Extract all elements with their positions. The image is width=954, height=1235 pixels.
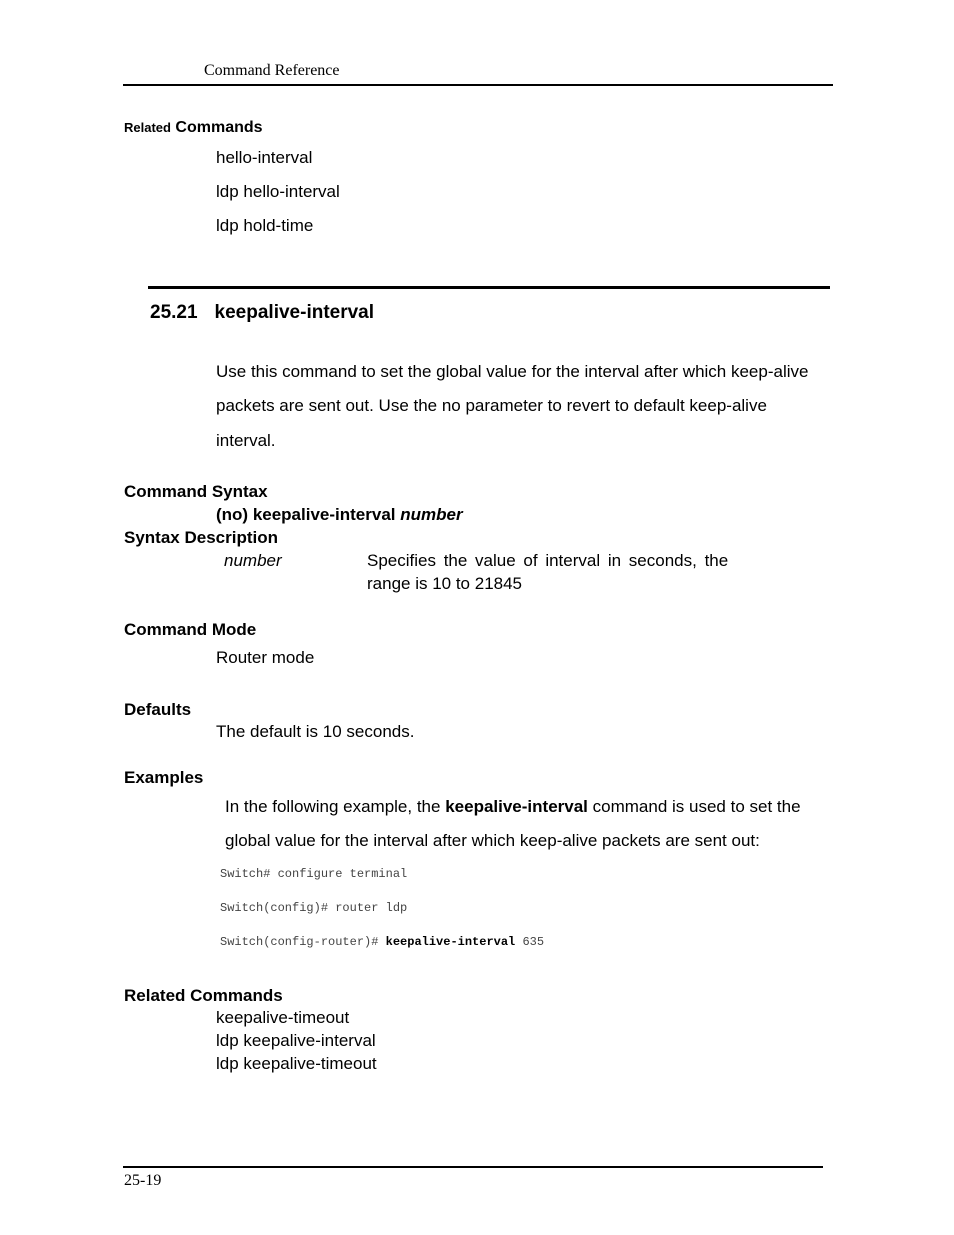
defaults-value: The default is 10 seconds. xyxy=(216,722,415,741)
related-commands-bottom-heading: Related Commands xyxy=(124,986,283,1005)
parameter-description-line: range is 10 to 21845 xyxy=(367,574,523,593)
description-line: Use this command to set the global value for the interval after which keep-alive xyxy=(216,362,809,381)
header-rule xyxy=(123,84,833,86)
description-line: packets are sent out. Use the no parameter to revert to default keep-alive xyxy=(216,396,767,415)
related-command-item: ldp hold-time xyxy=(216,216,314,235)
syntax-parameter: number xyxy=(400,505,463,524)
code-line: Switch(config-router)# keepalive-interval 635 xyxy=(220,935,545,949)
code-line: Switch# configure terminal xyxy=(220,867,408,881)
section-rule xyxy=(148,286,830,289)
command-mode-heading: Command Mode xyxy=(124,620,257,639)
related-command-item: hello-interval xyxy=(216,148,313,167)
related-commands-top-heading: Related Commands xyxy=(124,119,263,136)
example-description-line: In the following example, the keepalive-interval command is used to set the xyxy=(225,797,801,816)
code-line: Switch(config)# router ldp xyxy=(220,901,408,915)
parameter-name: number xyxy=(224,551,282,570)
footer-rule xyxy=(123,1166,823,1168)
description-line: interval. xyxy=(216,431,276,450)
command-mode-value: Router mode xyxy=(216,648,315,667)
examples-heading: Examples xyxy=(124,768,204,787)
related-command-item: ldp keepalive-interval xyxy=(216,1031,376,1050)
parameter-description-line: Specifies the value of interval in seconds, the xyxy=(367,551,729,570)
section-name: keepalive-interval xyxy=(214,302,375,323)
related-command-item: keepalive-timeout xyxy=(216,1008,350,1027)
command-syntax: (no) keepalive-interval number xyxy=(216,505,463,524)
syntax-description-heading: Syntax Description xyxy=(124,528,278,547)
command-syntax-heading: Command Syntax xyxy=(124,482,268,501)
section-number: 25.21 xyxy=(150,302,198,323)
defaults-heading: Defaults xyxy=(124,700,192,719)
section-title xyxy=(150,302,374,324)
example-description-line: global value for the interval after which keep-alive packets are sent out: xyxy=(225,831,760,850)
related-command-item: ldp hello-interval xyxy=(216,182,340,201)
related-command-item: ldp keepalive-timeout xyxy=(216,1054,377,1073)
page-number: 25-19 xyxy=(124,1172,162,1189)
running-header: Command Reference xyxy=(204,62,340,79)
